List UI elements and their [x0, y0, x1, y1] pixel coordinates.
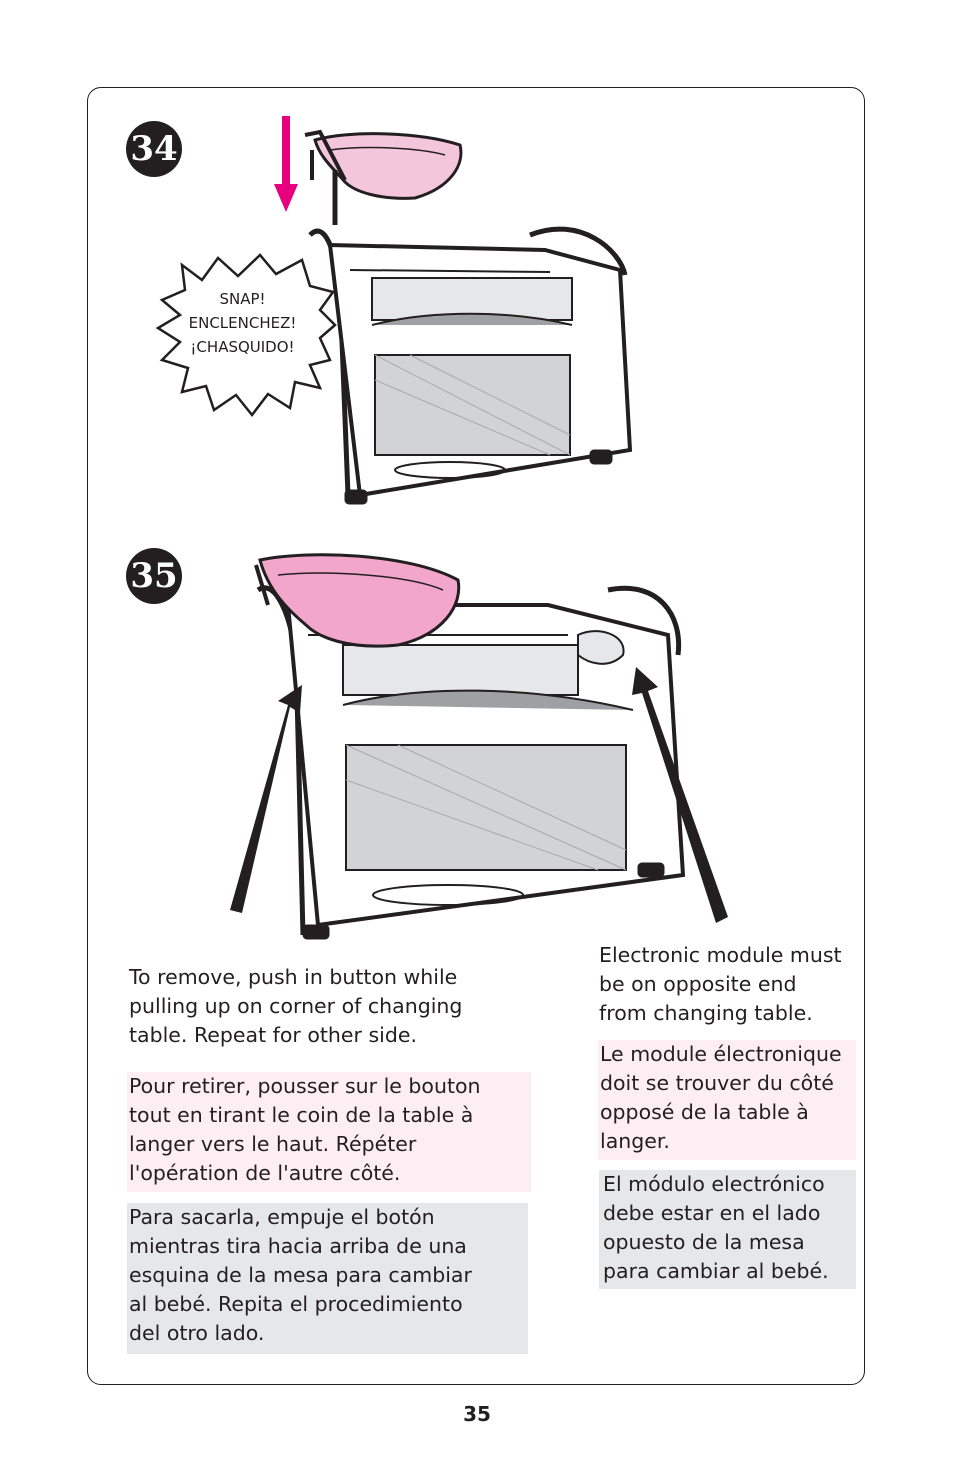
instruction-right-fr: Le module électronique doit se trouver du côté opposé de la table à langer. [598, 1040, 856, 1160]
page-number: 35 [463, 1402, 491, 1426]
instruction-left-es: Para sacarla, empuje el botón mientras tira hacia arriba de una esquina de la mesa para cambiar al bebé. Repita el procedimiento del otro lado. [127, 1203, 528, 1354]
step-34-badge: 34 [126, 121, 182, 177]
step-35-illustration [228, 545, 728, 955]
crib-icon [258, 588, 683, 939]
instruction-left-fr: Pour retirer, pousser sur le bouton tout en tirant le coin de la table à langer vers le haut. Répéter l'opération de l'autre côté. [127, 1072, 531, 1192]
step-35-badge: 35 [126, 548, 182, 604]
crib-icon [310, 229, 630, 504]
instruction-right-es: El módulo electrónico debe estar en el lado opuesto de la mesa para cambiar al bebé. [599, 1170, 856, 1289]
instruction-right-en: Electronic module must be on opposite end from changing table. [599, 943, 842, 1025]
instruction-left-en: To remove, push in button while pulling up on corner of changing table. Repeat for other side. [129, 965, 463, 1047]
snap-callout-text: SNAP! ENCLENCHEZ! ¡CHASQUIDO! [188, 290, 297, 356]
changing-table-icon [305, 132, 461, 225]
changing-table-icon [256, 555, 459, 646]
down-arrow-icon [274, 116, 298, 212]
